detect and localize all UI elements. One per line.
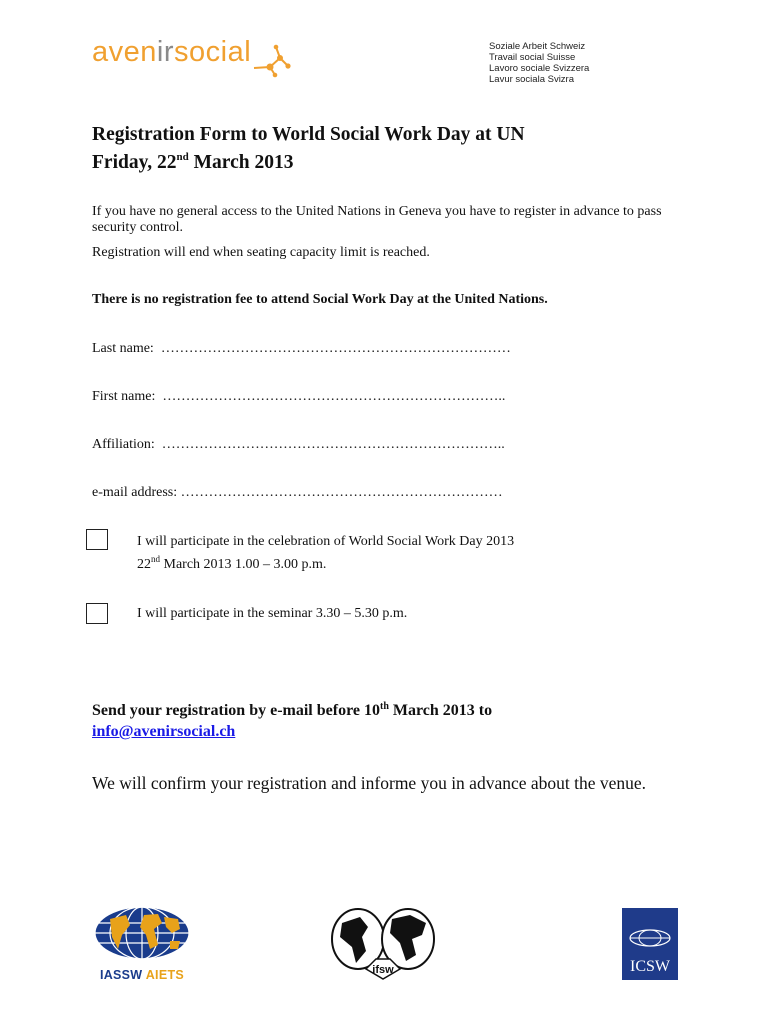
field-label: First name: [92,389,156,404]
first-name-field[interactable] [92,389,505,405]
iassw-text: IASSW [99,968,146,982]
tagline-line: Lavoro sociale Svizzera [489,63,590,74]
ifsw-label: ifsw [372,964,394,976]
ifsw-logo [328,903,438,981]
capacity-note: Registration will end when seating capacity limit is reached. [92,245,430,260]
logo-part-3: social [174,36,252,68]
send-instructions [92,700,492,742]
email-link[interactable]: info@avenirsocial.ch [92,723,236,740]
option-date-sup: nd [151,554,160,564]
email-field[interactable] [92,485,503,501]
last-name-field[interactable] [92,341,511,357]
field-label: Affiliation: [92,437,155,452]
field-line[interactable]: ……………………………………………………………….. [162,389,506,404]
celebration-option-label [137,530,514,576]
confirmation-note: We will confirm your registration and informe you in advance about the venue. [92,773,647,793]
affiliation-field[interactable] [92,437,505,453]
field-line[interactable]: ……………………………………………………………….. [161,437,505,452]
tagline-line: Travail social Suisse [489,52,576,63]
aiets-text: AIETS [145,968,185,982]
title-date-sup: nd [176,151,189,163]
field-label: Last name: [92,341,154,356]
title-line-2 [92,149,525,177]
option-date-suffix: March 2013 1.00 – 3.00 p.m. [160,557,327,572]
seminar-checkbox[interactable] [86,603,108,624]
celebration-checkbox[interactable] [86,529,108,550]
option-date [137,553,514,576]
tagline-line: Lavur sociala Svizra [489,74,575,85]
send-line [92,700,492,721]
option-date-prefix: 22 [137,557,151,572]
title-line-1: Registration Form to World Social Work Day at UN [92,124,525,145]
field-line[interactable]: ………………………………………………………………… [160,341,511,356]
fee-notice: There is no registration fee to attend Social Work Day at the United Nations. [92,292,548,307]
option-text: I will participate in the celebration of World Social Work Day 2013 [137,534,515,549]
intro-paragraph: If you have no general access to the United Nations in Geneva you have to register in advance to pass security control. [92,204,662,235]
title-date-suffix: March 2013 [188,152,294,173]
iassw-logo [92,905,192,982]
send-prefix: Send your registration by e-mail before 10 [92,702,380,719]
icsw-label: ICSW [630,958,670,975]
logo-part-1: aven [92,36,157,68]
icsw-globe-icon [622,908,678,948]
seminar-option-label: I will participate in the seminar 3.30 – 5.30 p.m. [137,606,408,621]
icsw-logo [622,908,678,980]
tagline-line: Soziale Arbeit Schweiz [489,41,586,52]
field-label: e-mail address: [92,485,178,500]
page-title [92,121,525,177]
avenirsocial-network-icon [248,44,292,78]
title-date-prefix: Friday, 22 [92,152,177,173]
send-sup: th [379,701,389,712]
send-suffix: March 2013 to [388,702,493,719]
field-line[interactable]: …………………………………………………………… [180,485,503,500]
iassw-label [92,968,192,982]
avenirsocial-logo-text [92,38,251,67]
logo-part-2: ir [156,36,174,68]
iassw-globe-icon [92,905,192,961]
tagline [489,41,589,85]
